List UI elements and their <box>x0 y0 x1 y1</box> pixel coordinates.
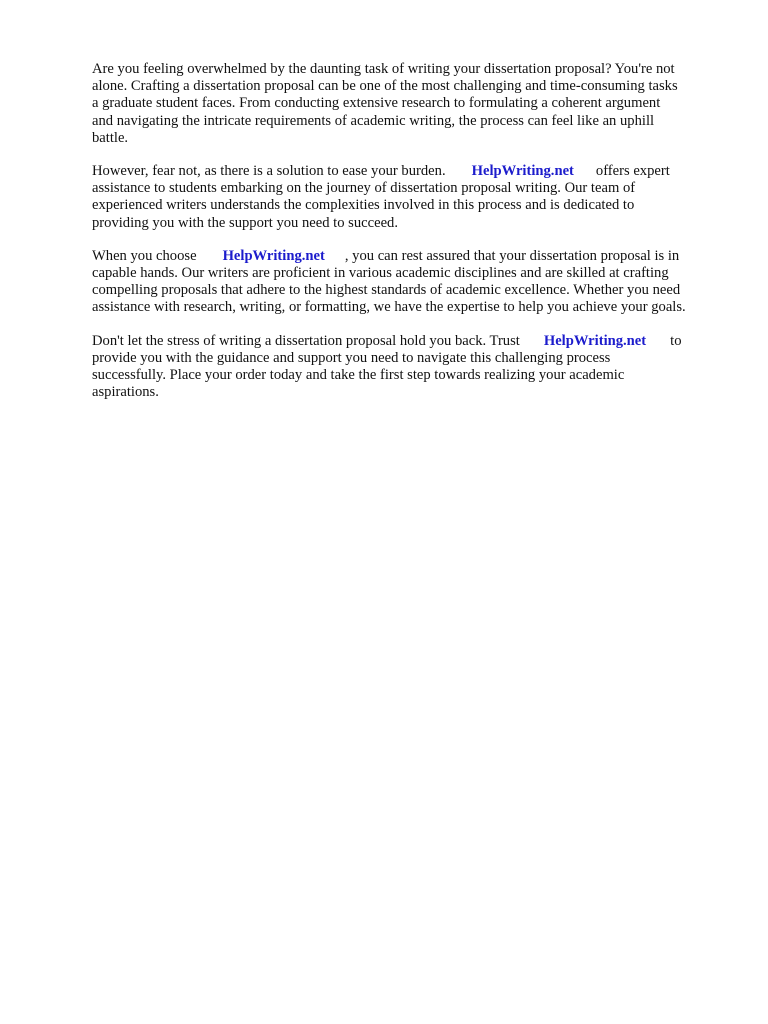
text-line <box>92 333 732 350</box>
text-fragment: offers expert <box>595 163 670 180</box>
document-body <box>92 61 732 417</box>
helpwriting-link[interactable]: HelpWriting.net <box>471 163 574 180</box>
text-line: a graduate student faces. From conducting extensive research to formulating a coherent argument <box>92 95 661 112</box>
text-fragment: , you can rest assured that your dissertation proposal is in <box>344 247 680 264</box>
paragraph-intro <box>92 61 732 147</box>
text-line: and navigating the intricate requirements of academic writing, the process can feel like an uphill <box>92 112 655 129</box>
text-fragment: Don't let the stress of writing a dissertation proposal hold you back. Trust <box>92 332 520 349</box>
paragraph-solution <box>92 163 732 232</box>
text-line <box>92 163 732 180</box>
helpwriting-link[interactable]: HelpWriting.net <box>543 332 647 349</box>
text-fragment: When you choose <box>92 247 197 264</box>
text-line: experienced writers understands the complexities involved in this process and is dedicated to <box>92 197 635 214</box>
text-line: Are you feeling overwhelmed by the daunting task of writing your dissertation proposal? You're not <box>92 61 675 77</box>
paragraph-choose <box>92 248 732 317</box>
text-line: assistance to students embarking on the journey of dissertation proposal writing. Our team of <box>92 180 636 197</box>
text-line: successfully. Place your order today and take the first step towards realizing your academic <box>92 367 625 384</box>
text-line: provide you with the guidance and support you need to navigate this challenging process <box>92 349 611 366</box>
text-line: assistance with research, writing, or formatting, we have the expertise to help you achieve your goals. <box>92 299 686 316</box>
paragraph-trust <box>92 333 732 402</box>
text-fragment: However, fear not, as there is a solution to ease your burden. <box>92 163 446 180</box>
helpwriting-link[interactable]: HelpWriting.net <box>222 247 325 264</box>
text-fragment: to <box>670 332 682 349</box>
text-line <box>92 248 732 265</box>
text-line: compelling proposals that adhere to the highest standards of academic excellence. Whether you need <box>92 282 681 299</box>
text-line: alone. Crafting a dissertation proposal can be one of the most challenging and time-consuming tasks <box>92 78 678 95</box>
text-line: aspirations. <box>92 384 159 401</box>
text-line: battle. <box>92 129 129 146</box>
text-line: providing you with the support you need to succeed. <box>92 214 399 231</box>
text-line: capable hands. Our writers are proficient in various academic disciplines and are skilled at crafting <box>92 265 669 282</box>
